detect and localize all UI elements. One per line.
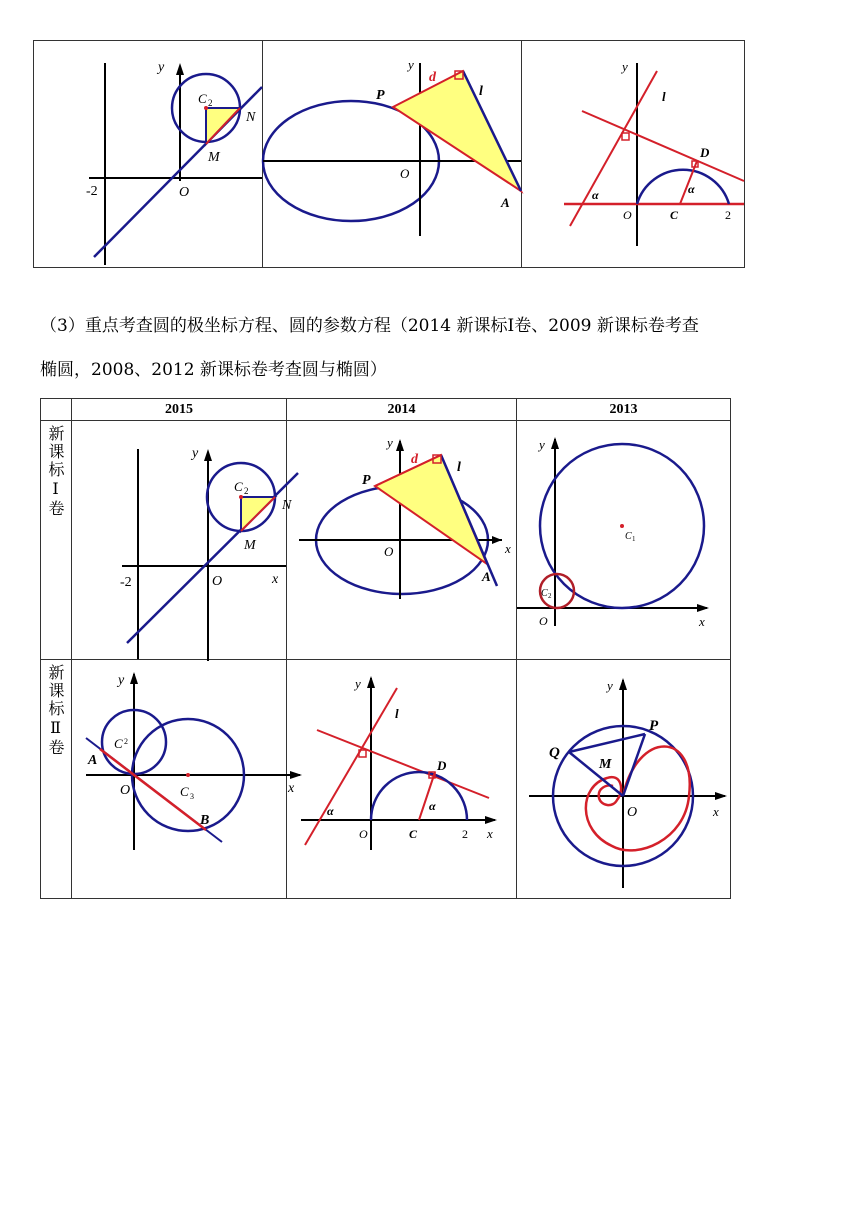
svg-text:P: P xyxy=(376,88,385,103)
cell-2014-row1 xyxy=(287,421,517,660)
figure-2015-two-circles xyxy=(72,660,295,898)
svg-text:y: y xyxy=(607,678,613,693)
svg-text:C: C xyxy=(541,588,548,599)
svg-text:2: 2 xyxy=(244,486,249,496)
corner-cell xyxy=(41,399,72,421)
svg-text:l: l xyxy=(457,460,461,475)
svg-text:O: O xyxy=(120,783,131,798)
svg-text:x: x xyxy=(288,781,295,796)
svg-text:Q: Q xyxy=(549,745,560,761)
svg-text:M: M xyxy=(599,757,612,772)
svg-text:y: y xyxy=(355,676,361,691)
svg-text:A: A xyxy=(501,195,510,210)
cell-2015-row2 xyxy=(72,660,295,899)
svg-text:O: O xyxy=(179,185,190,200)
header-2015: 2015 xyxy=(72,399,287,421)
svg-text:y: y xyxy=(158,60,165,75)
svg-text:y: y xyxy=(387,435,393,450)
figure-2014-ellipse-triangle xyxy=(287,421,516,659)
svg-text:d: d xyxy=(429,70,436,85)
paragraph-line-2: 椭圆，2008、2012 新课标卷考查圆与椭圆） xyxy=(40,360,387,380)
svg-text:x: x xyxy=(487,826,493,841)
svg-text:2: 2 xyxy=(124,737,128,746)
svg-text:C: C xyxy=(114,736,123,751)
row-label-2: 新课标Ⅱ卷 xyxy=(41,660,72,899)
svg-text:x: x xyxy=(272,572,279,587)
svg-text:-2: -2 xyxy=(86,184,98,199)
svg-text:x: x xyxy=(505,541,511,556)
svg-text:C: C xyxy=(625,531,632,542)
svg-text:D: D xyxy=(700,145,710,160)
bottom-figure-table xyxy=(40,398,731,899)
figure-ellipse-triangle xyxy=(263,41,521,267)
paragraph-line-1: （3）重点考查圆的极坐标方程、圆的参数方程（2014 新课标Ⅰ卷、2009 新课标卷考查 xyxy=(40,316,699,336)
svg-text:y: y xyxy=(539,437,545,452)
figure-semicircle-lines xyxy=(522,41,744,267)
svg-text:α: α xyxy=(429,799,436,813)
top-figure-table xyxy=(33,40,745,268)
svg-text:O: O xyxy=(359,827,368,841)
svg-text:l: l xyxy=(662,89,666,104)
svg-text:x: x xyxy=(699,614,705,629)
svg-text:O: O xyxy=(384,544,394,559)
svg-text:C: C xyxy=(234,479,243,494)
svg-text:O: O xyxy=(539,614,548,628)
svg-text:O: O xyxy=(212,574,223,589)
header-2014: 2014 xyxy=(287,399,517,421)
svg-text:y: y xyxy=(408,57,414,72)
svg-text:A: A xyxy=(88,753,98,768)
table-row xyxy=(41,421,731,660)
svg-text:2: 2 xyxy=(208,98,213,108)
cell-2015-row1 xyxy=(72,421,292,660)
svg-text:D: D xyxy=(437,758,447,773)
row-label-1: 新课标Ⅰ卷 xyxy=(41,421,72,660)
svg-text:N: N xyxy=(246,110,256,125)
top-cell-2 xyxy=(263,41,522,268)
svg-text:d: d xyxy=(411,452,418,467)
svg-text:y: y xyxy=(192,446,199,461)
svg-text:y: y xyxy=(622,59,628,74)
svg-text:B: B xyxy=(200,813,210,828)
cell-2014-row2 xyxy=(287,660,517,899)
svg-text:2: 2 xyxy=(462,827,468,841)
cell-2013-row2 xyxy=(517,660,731,899)
figure-2015-circle-line xyxy=(72,421,292,659)
svg-text:M: M xyxy=(208,150,220,165)
svg-text:3: 3 xyxy=(190,792,194,801)
svg-text:O: O xyxy=(400,166,410,181)
top-cell-3 xyxy=(522,41,745,268)
svg-text:A: A xyxy=(482,569,491,584)
svg-text:C: C xyxy=(180,784,189,799)
figure-2013-two-circles xyxy=(517,421,730,659)
svg-text:O: O xyxy=(627,805,638,820)
svg-text:2: 2 xyxy=(725,208,731,222)
svg-text:1: 1 xyxy=(632,535,636,543)
svg-text:2: 2 xyxy=(548,592,552,600)
header-2013: 2013 xyxy=(517,399,731,421)
svg-text:N: N xyxy=(282,498,292,513)
svg-text:α: α xyxy=(688,182,695,196)
svg-text:y: y xyxy=(118,673,125,688)
figure-circle-line xyxy=(34,41,262,267)
cell-2013-row1 xyxy=(517,421,731,660)
top-cell-1 xyxy=(34,41,263,268)
svg-text:P: P xyxy=(649,718,659,734)
svg-text:C: C xyxy=(670,208,679,222)
figure-2014-semicircle-lines xyxy=(287,660,516,898)
svg-text:α: α xyxy=(592,188,599,202)
svg-text:α: α xyxy=(327,804,334,818)
table-row xyxy=(41,660,731,899)
svg-text:O: O xyxy=(623,208,632,222)
table-header-row xyxy=(41,399,731,421)
svg-text:l: l xyxy=(395,706,399,721)
svg-text:C: C xyxy=(198,91,207,106)
svg-text:-2: -2 xyxy=(120,575,132,590)
svg-text:x: x xyxy=(713,804,719,819)
svg-text:P: P xyxy=(362,473,371,488)
svg-text:C: C xyxy=(409,827,418,841)
figure-2013-spiral xyxy=(517,660,730,898)
svg-text:M: M xyxy=(244,538,256,553)
svg-text:l: l xyxy=(479,84,483,99)
